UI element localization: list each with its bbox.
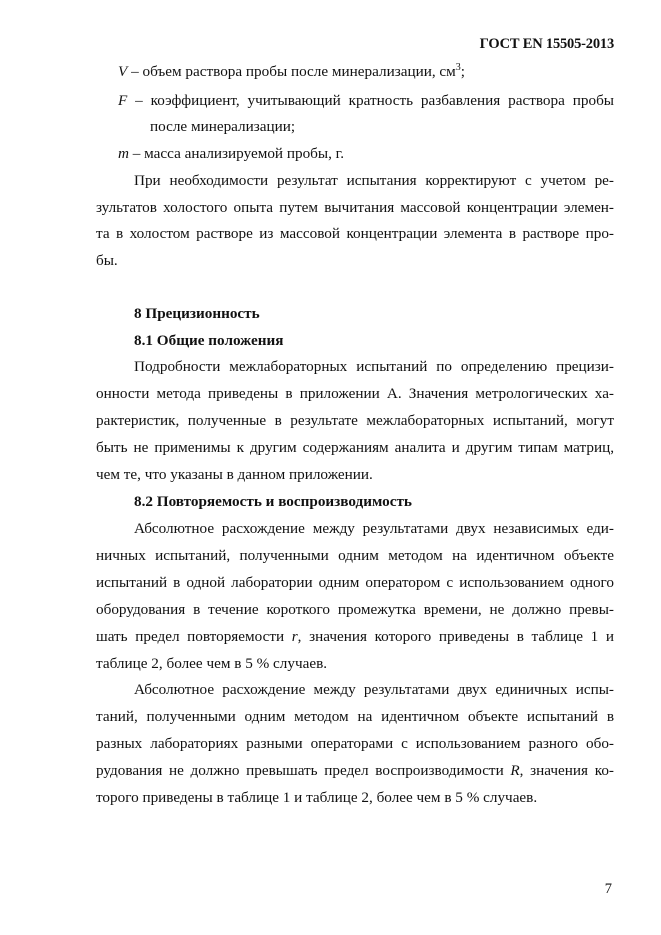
paragraph-line: бы.	[96, 252, 118, 269]
section-heading: 8 Прецизионность	[134, 305, 260, 322]
paragraph-line: онности метода приведены в приложении А. Значения метрологических ха-	[96, 385, 614, 402]
symbol-r-capital: R	[510, 762, 520, 779]
definition-m-text: – масса анализируемой пробы, г.	[128, 145, 344, 162]
paragraph-line: Абсолютное расхождение между результатами двух независимых еди-	[134, 520, 614, 537]
paragraph-line: Абсолютное расхождение между результатами двух единичных испы-	[134, 681, 614, 698]
text-run: шать предел повторяемости	[96, 628, 292, 645]
paragraph-line: торого приведены в таблице 1 и таблице 2, более чем в 5 % случаев.	[96, 789, 538, 806]
subsection-heading: 8.1 Общие положения	[134, 332, 284, 349]
paragraph-line: разных лабораториях разными операторами с использованием разного обо-	[96, 735, 614, 752]
definition-f-text: – коэффициент, учитывающий кратность разбавления раствора пробы	[127, 92, 614, 109]
definition-f-continuation: после минерализации;	[150, 118, 296, 135]
symbol-m: m	[118, 145, 129, 162]
subsection-heading: 8.2 Повторяемость и воспроизводимость	[134, 493, 412, 510]
text-run: рудования не должно превышать предел воспроизводимости	[96, 762, 511, 779]
paragraph-line	[96, 762, 614, 780]
text-run: , значения ко-	[519, 762, 614, 779]
paragraph-line: При необходимости результат испытания корректируют с учетом ре-	[134, 172, 614, 189]
paragraph-line: таний, полученными одним методом на идентичном объекте испытаний в	[96, 708, 614, 725]
standard-header: ГОСТ EN 15505-2013	[479, 36, 614, 52]
paragraph-line: Подробности межлабораторных испытаний по определению прецизи-	[134, 358, 614, 375]
paragraph-line: таблице 2, более чем в 5 % случаев.	[96, 655, 328, 672]
paragraph-line: испытаний в одной лаборатории одним оператором с использованием одного	[96, 574, 614, 591]
superscript: 3	[455, 62, 461, 73]
paragraph-line: зультатов холостого опыта путем вычитания массовой концентрации элемен-	[96, 199, 614, 216]
definition-m	[118, 145, 614, 163]
symbol-r: r	[291, 628, 298, 645]
paragraph-line: ничных испытаний, полученными одним методом на идентичном объекте	[96, 547, 614, 564]
text-run: , значения которого приведены в таблице 1 и	[297, 628, 614, 645]
paragraph-line	[96, 628, 614, 646]
paragraph-line: оборудования в течение короткого промежутка времени, не должно превы-	[96, 601, 614, 618]
symbol-f: F	[118, 92, 128, 109]
symbol-v: V	[118, 63, 128, 80]
paragraph-line: чем те, что указаны в данном приложении.	[96, 466, 373, 483]
paragraph-line: рактеристик, полученные в результате межлабораторных испытаний, могут	[96, 412, 614, 429]
definition-v	[118, 63, 614, 81]
definition-v-text: – объем раствора пробы после минерализации, см	[127, 63, 456, 80]
definition-v-tail: ;	[460, 63, 466, 80]
definition-f	[118, 92, 614, 110]
paragraph-line: та в холостом растворе из массовой концентрации элемента в растворе про-	[96, 225, 614, 242]
page-number: 7	[604, 881, 612, 897]
paragraph-line: быть не применимы к другим содержаниям аналита и другим типам матриц,	[96, 439, 614, 456]
